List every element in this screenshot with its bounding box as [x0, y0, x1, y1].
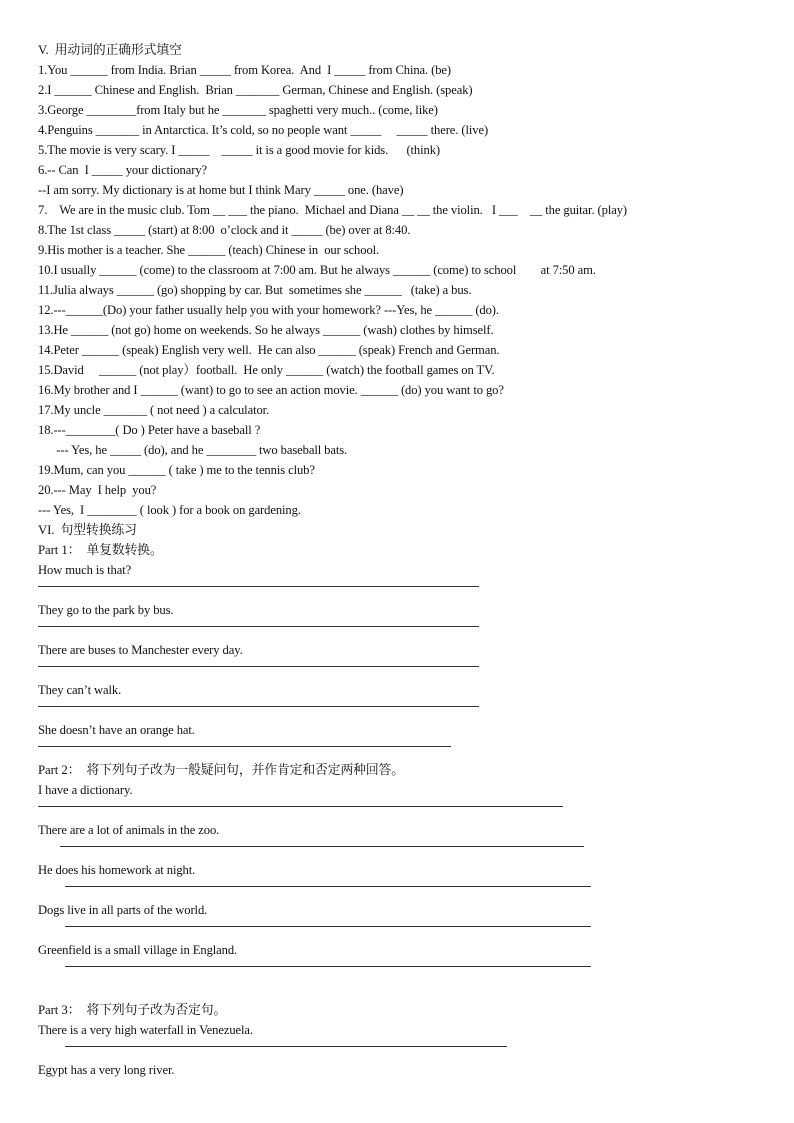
prompt-sentence: They go to the park by bus. [38, 603, 174, 617]
worksheet [38, 40, 758, 1080]
exercise-line: 6.-- Can I _____ your dictionary? [38, 163, 208, 177]
exercise-line: --I am sorry. My dictionary is at home but I think Mary _____ one. (have) [38, 183, 404, 197]
prompt-sentence: They can’t walk. [38, 683, 122, 697]
answer-line[interactable] [38, 1040, 758, 1060]
exercise-line: 17.My uncle _______ ( not need ) a calculator. [38, 403, 270, 417]
part-2-title: Part 2： 将下列句子改为一般疑问句，并作肯定和否定两种回答。 [38, 763, 404, 777]
answer-line[interactable] [38, 800, 758, 820]
part-1-title: Part 1： 单复数转换。 [38, 543, 163, 557]
exercise-line: 5.The movie is very scary. I _____ _____ it is a good movie for kids. (think) [38, 143, 441, 157]
prompt-sentence: Egypt has a very long river. [38, 1063, 175, 1077]
prompt-sentence: There are buses to Manchester every day. [38, 643, 243, 657]
answer-line[interactable] [38, 700, 758, 720]
prompt-sentence: I have a dictionary. [38, 783, 133, 797]
prompt-sentence: Greenfield is a small village in England. [38, 943, 238, 957]
exercise-line: 4.Penguins _______ in Antarctica. It’s cold, so no people want _____ _____ there. (live) [38, 123, 489, 137]
prompt-sentence: Dogs live in all parts of the world. [38, 903, 208, 917]
answer-line[interactable] [38, 840, 758, 860]
exercise-line: 8.The 1st class _____ (start) at 8:00 o’clock and it _____ (be) over at 8:40. [38, 223, 411, 237]
prompt-sentence: She doesn’t have an orange hat. [38, 723, 195, 737]
exercise-line: 20.--- May I help you? [38, 483, 157, 497]
section-v-heading: V. 用动词的正确形式填空 [38, 43, 182, 57]
prompt-sentence: He does his homework at night. [38, 863, 196, 877]
exercise-line: 7. We are in the music club. Tom __ ___ the piano. Michael and Diana __ __ the violin. I ___ __ the guitar. (play) [38, 203, 628, 217]
exercise-line: 19.Mum, can you ______ ( take ) me to the tennis club? [38, 463, 315, 477]
exercise-line: 9.His mother is a teacher. She ______ (teach) Chinese in our school. [38, 243, 380, 257]
exercise-line: 11.Julia always ______ (go) shopping by car. But sometimes she ______ (take) a bus. [38, 283, 472, 297]
exercise-line: 13.He ______ (not go) home on weekends. So he always ______ (wash) clothes by himself. [38, 323, 494, 337]
exercise-line: 15.David ______ (not play）football. He only ______ (watch) the football games on TV. [38, 363, 495, 377]
exercise-line: --- Yes, I ________ ( look ) for a book on gardening. [38, 503, 301, 517]
exercise-line: 10.I usually ______ (come) to the classroom at 7:00 am. But he always ______ (come) to school at 7:50 am. [38, 263, 596, 277]
exercise-line: 2.I ______ Chinese and English. Brian _______ German, Chinese and English. (speak) [38, 83, 473, 97]
exercise-line: 1.You ______ from India. Brian _____ from Korea. And I _____ from China. (be) [38, 63, 452, 77]
exercise-line: --- Yes, he _____ (do), and he ________ two baseball bats. [38, 443, 348, 457]
answer-line[interactable] [38, 960, 758, 980]
exercise-line: 12.---______(Do) your father usually help you with your homework? ---Yes, he ______ (do). [38, 303, 499, 317]
spacer [38, 980, 758, 1000]
exercise-line: 16.My brother and I ______ (want) to go to see an action movie. ______ (do) you want to go? [38, 383, 504, 397]
part-3-title: Part 3： 将下列句子改为否定句。 [38, 1003, 227, 1017]
answer-line[interactable] [38, 740, 758, 760]
section-vi-heading: VI. 句型转换练习 [38, 523, 137, 537]
exercise-line: 18.---________( Do ) Peter have a baseball ? [38, 423, 261, 437]
answer-line[interactable] [38, 620, 758, 640]
section-v-exercises [38, 60, 758, 520]
prompt-sentence: How much is that? [38, 563, 132, 577]
answer-line[interactable] [38, 920, 758, 940]
answer-line[interactable] [38, 580, 758, 600]
exercise-line: 3.George ________from Italy but he _______ spaghetti very much.. (come, like) [38, 103, 438, 117]
answer-line[interactable] [38, 880, 758, 900]
answer-line[interactable] [38, 660, 758, 680]
prompt-sentence: There are a lot of animals in the zoo. [38, 823, 220, 837]
exercise-line: 14.Peter ______ (speak) English very well. He can also ______ (speak) French and German. [38, 343, 500, 357]
prompt-sentence: There is a very high waterfall in Venezuela. [38, 1023, 253, 1037]
